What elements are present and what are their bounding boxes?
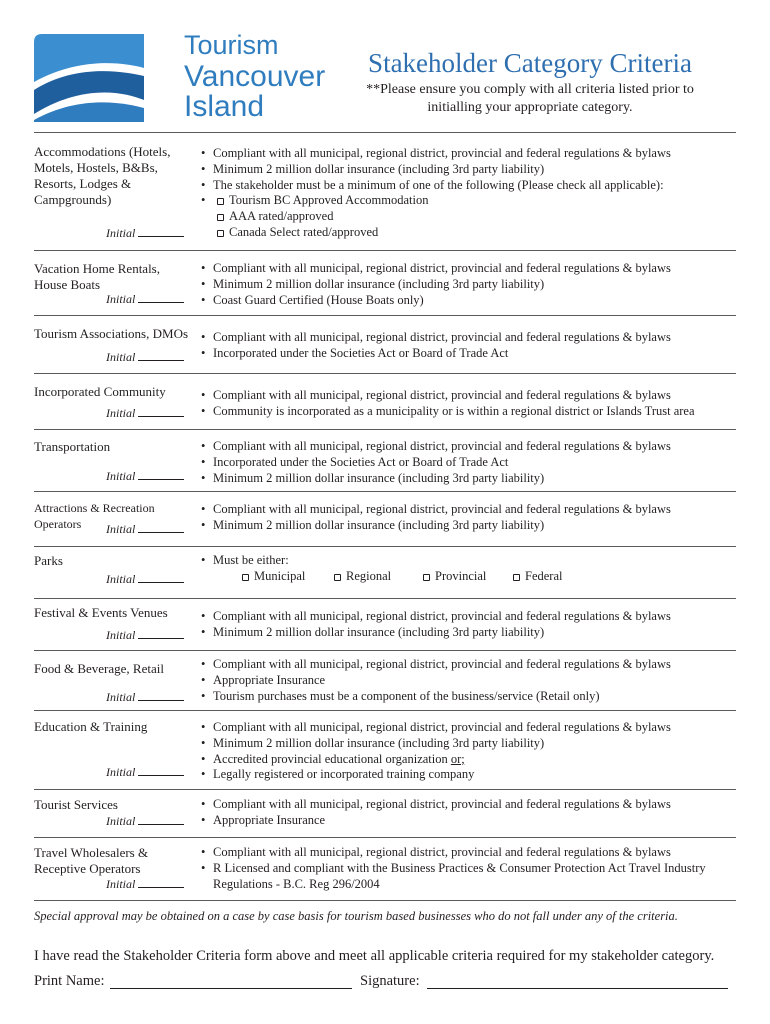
- special-approval-note: Special approval may be obtained on a case by case basis for tourism based businesses who do not fall under any of the criteria.: [34, 909, 678, 923]
- criterion: • Minimum 2 million dollar insurance (including 3rd party liability): [200, 736, 740, 752]
- criterion: • Compliant with all municipal, regional district, provincial and federal regulations & bylaws: [200, 797, 740, 813]
- initial-label: Initial: [106, 469, 136, 483]
- initial-label: Initial: [106, 765, 136, 779]
- criteria-list: [200, 609, 740, 641]
- criteria-list: [200, 146, 740, 241]
- criterion: • Compliant with all municipal, regional district, provincial and federal regulations & bylaws: [200, 330, 740, 346]
- criterion: • Appropriate Insurance: [200, 673, 740, 689]
- checkbox-option-provincial[interactable]: Provincial: [423, 569, 513, 585]
- criteria-list: [200, 439, 740, 486]
- category-label: Incorporated Community: [34, 384, 166, 399]
- initial-line[interactable]: [138, 572, 184, 583]
- category-label: Vacation Home Rentals, House Boats: [34, 261, 160, 292]
- wave-logo-icon: [34, 30, 144, 122]
- signature-label: Signature:: [360, 973, 420, 989]
- checkbox-option-federal[interactable]: Federal: [513, 569, 562, 585]
- criterion: • The stakeholder must be a minimum of one of the following (Please check all applicable):: [200, 178, 740, 194]
- logo-line-island: Island: [184, 90, 265, 123]
- criterion: • Minimum 2 million dollar insurance (including 3rd party liability): [200, 471, 740, 487]
- print-name-line[interactable]: [110, 988, 352, 989]
- section-divider: [34, 315, 736, 316]
- initial-label: Initial: [106, 350, 136, 364]
- initial-field[interactable]: [106, 690, 184, 705]
- criteria-list: [200, 797, 740, 829]
- section-divider: [34, 598, 736, 599]
- initial-line[interactable]: [138, 628, 184, 639]
- initial-field[interactable]: [106, 522, 184, 537]
- category-label: Attractions & Recreation Operators: [34, 501, 155, 531]
- initial-line[interactable]: [138, 469, 184, 480]
- criterion-text: Accredited provincial educational organization: [213, 751, 448, 766]
- or-conjunction: or;: [450, 751, 465, 766]
- checkbox-option[interactable]: Canada Select rated/approved: [217, 225, 740, 241]
- category-label: Tourism Associations, DMOs: [34, 326, 189, 341]
- initial-line[interactable]: [138, 226, 184, 237]
- initial-field[interactable]: [106, 628, 184, 643]
- initial-line[interactable]: [138, 690, 184, 701]
- criterion: • Incorporated under the Societies Act or Board of Trade Act: [200, 346, 740, 362]
- subtitle-line-2: initialling your appropriate category.: [427, 100, 633, 115]
- checkbox-option-municipal[interactable]: Municipal: [242, 569, 334, 585]
- criterion: • Compliant with all municipal, regional district, provincial and federal regulations & bylaws: [200, 388, 740, 404]
- checkbox-option[interactable]: AAA rated/approved: [217, 209, 740, 225]
- initial-label: Initial: [106, 628, 136, 642]
- initial-line[interactable]: [138, 406, 184, 417]
- initial-line[interactable]: [138, 292, 184, 303]
- document-subtitle: [348, 81, 712, 117]
- criteria-list: [200, 502, 740, 534]
- initial-field[interactable]: [106, 469, 184, 484]
- section-divider: [34, 789, 736, 790]
- section-divider: [34, 900, 736, 901]
- category-label: Food & Beverage, Retail: [34, 661, 164, 676]
- initial-field[interactable]: [106, 292, 184, 307]
- logo-line-vancouver: Vancouver: [184, 60, 326, 93]
- initial-label: Initial: [106, 292, 136, 306]
- criterion: • Compliant with all municipal, regional district, provincial and federal regulations & bylaws: [200, 146, 740, 162]
- criterion: • Compliant with all municipal, regional district, provincial and federal regulations & bylaws: [200, 845, 730, 861]
- signature-line[interactable]: [427, 988, 728, 989]
- category-label: Education & Training: [34, 719, 148, 734]
- criterion: • Compliant with all municipal, regional district, provincial and federal regulations & bylaws: [200, 657, 740, 673]
- section-divider: [34, 650, 736, 651]
- initial-field[interactable]: [106, 877, 184, 892]
- criteria-list: [200, 553, 740, 569]
- criterion: • Must be either:: [200, 553, 740, 569]
- criteria-list: [200, 261, 740, 308]
- criterion: • Minimum 2 million dollar insurance (including 3rd party liability): [200, 277, 740, 293]
- criterion: • Community is incorporated as a municipality or is within a regional district or Islands Trust area: [200, 404, 740, 420]
- initial-label: Initial: [106, 877, 136, 891]
- section-divider: [34, 373, 736, 374]
- initial-field[interactable]: [106, 350, 184, 365]
- checkbox-option[interactable]: • Tourism BC Approved Accommodation: [217, 193, 740, 209]
- initial-label: Initial: [106, 690, 136, 704]
- criteria-list: [200, 657, 740, 704]
- section-divider: [34, 837, 736, 838]
- criterion: • Minimum 2 million dollar insurance (including 3rd party liability): [200, 162, 740, 178]
- criterion: • Compliant with all municipal, regional district, provincial and federal regulations & bylaws: [200, 720, 740, 736]
- initial-line[interactable]: [138, 814, 184, 825]
- criterion: • Tourism purchases must be a component of the business/service (Retail only): [200, 689, 740, 705]
- initial-field[interactable]: [106, 765, 184, 780]
- parks-option-list: [200, 569, 562, 585]
- criterion: • Minimum 2 million dollar insurance (including 3rd party liability): [200, 518, 740, 534]
- initial-line[interactable]: [138, 522, 184, 533]
- document-title: Stakeholder Category Criteria: [368, 48, 692, 78]
- criterion: [200, 752, 740, 768]
- criterion: • Compliant with all municipal, regional district, provincial and federal regulations & bylaws: [200, 609, 740, 625]
- section-divider: [34, 132, 736, 133]
- section-divider: [34, 710, 736, 711]
- option-group: [200, 193, 740, 240]
- section-divider: [34, 491, 736, 492]
- criteria-list: [200, 845, 730, 892]
- declaration-text: I have read the Stakeholder Criteria form above and meet all applicable criteria required for my stakeholder category.: [34, 948, 715, 964]
- criteria-list: [200, 720, 740, 783]
- initial-line[interactable]: [138, 350, 184, 361]
- category-label: Tourist Services: [34, 797, 118, 812]
- initial-field[interactable]: [106, 814, 184, 829]
- initial-line[interactable]: [138, 877, 184, 888]
- category-label: Festival & Events Venues: [34, 605, 168, 620]
- criterion: • Compliant with all municipal, regional district, provincial and federal regulations & bylaws: [200, 261, 740, 277]
- section-divider: [34, 250, 736, 251]
- criterion: • Coast Guard Certified (House Boats only): [200, 293, 740, 309]
- initial-field[interactable]: [106, 572, 184, 587]
- section-divider: [34, 546, 736, 547]
- criterion: • Appropriate Insurance: [200, 813, 740, 829]
- category-label: Accommodations (Hotels, Motels, Hostels, B&Bs, Resorts, Lodges & Campgrounds): [34, 144, 171, 207]
- initial-line[interactable]: [138, 765, 184, 776]
- checkbox-option-regional[interactable]: Regional: [334, 569, 423, 585]
- initial-label: Initial: [106, 814, 136, 828]
- initial-field[interactable]: [106, 226, 184, 241]
- print-name-label: Print Name:: [34, 973, 105, 989]
- criteria-list: [200, 388, 740, 420]
- criterion: • Compliant with all municipal, regional district, provincial and federal regulations & bylaws: [200, 439, 740, 455]
- initial-label: Initial: [106, 522, 136, 536]
- criterion: • Compliant with all municipal, regional district, provincial and federal regulations & bylaws: [200, 502, 740, 518]
- initial-field[interactable]: [106, 406, 184, 421]
- criterion: • Legally registered or incorporated training company: [200, 767, 740, 783]
- criterion: • Minimum 2 million dollar insurance (including 3rd party liability): [200, 625, 740, 641]
- criterion: • R Licensed and compliant with the Business Practices & Consumer Protection Act Travel Industry Regulations - B.C. Reg 296/2004: [200, 861, 730, 893]
- initial-label: Initial: [106, 572, 136, 586]
- initial-label: Initial: [106, 226, 136, 240]
- subtitle-line-1: **Please ensure you comply with all criteria listed prior to: [366, 82, 694, 97]
- criterion: • Incorporated under the Societies Act or Board of Trade Act: [200, 455, 740, 471]
- option-list: [200, 193, 740, 240]
- category-label: Transportation: [34, 439, 111, 454]
- criteria-list: [200, 330, 740, 362]
- category-label: Travel Wholesalers & Receptive Operators: [34, 845, 149, 876]
- section-divider: [34, 429, 736, 430]
- initial-label: Initial: [106, 406, 136, 420]
- tourism-vancouver-island-logo: [34, 30, 326, 123]
- logo-line-tourism: Tourism: [184, 30, 279, 60]
- category-label: Parks: [34, 553, 63, 568]
